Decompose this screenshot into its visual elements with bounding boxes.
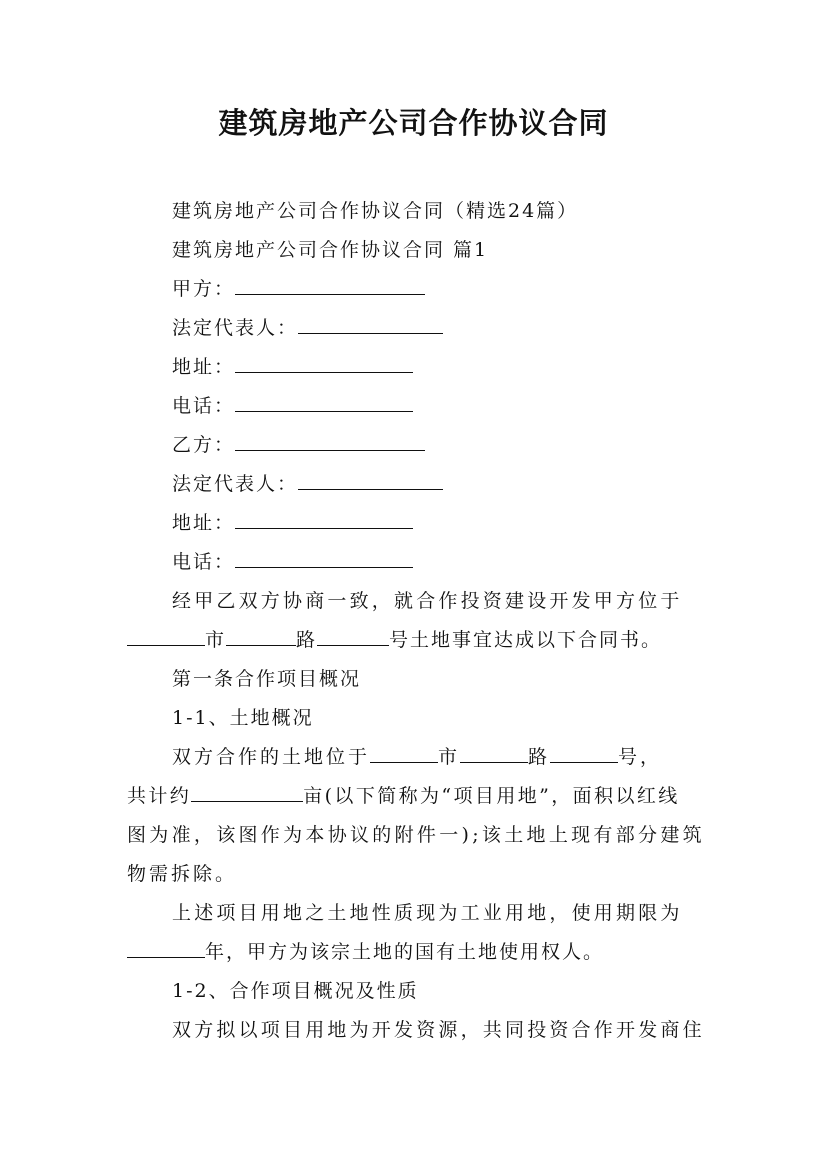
party-a-rep-field [172,315,443,341]
party-b-phone-field [172,549,413,575]
party-b-address-field [172,510,413,536]
p1-road-blank [460,744,528,763]
article-1-heading: 第一条合作项目概况 [172,668,362,690]
p1-city-label: 市 [438,746,461,768]
p1-line1-text: 双方合作的土地位于 [172,746,371,768]
party-a-blank [235,276,425,295]
p1-number-label: 号， [618,746,663,768]
paragraph-1-line-1 [172,744,662,770]
paragraph-1-line-3: 图为准，该图作为本协议的附件一);该土地上现有部分建筑 [127,824,705,846]
party-b-rep-label: 法定代表人： [172,473,299,495]
party-a-phone-blank [235,393,413,412]
party-b-rep-field [172,471,443,497]
party-a-address-blank [235,354,413,373]
road-blank [226,627,296,646]
paragraph-2-line-1: 上述项目用地之土地性质现为工业用地，使用期限为 [172,902,683,924]
party-a-field [172,276,425,302]
intro-line-2 [127,627,662,653]
party-b-phone-blank [235,549,413,568]
party-b-address-blank [235,510,413,529]
clause-1-1-heading: 1-1、土地概况 [172,707,314,729]
party-a-phone-label: 电话： [172,395,236,417]
party-b-label: 乙方： [172,434,236,456]
paragraph-1-line-4: 物需拆除。 [127,863,238,885]
party-b-blank [235,432,425,451]
document-subtitle: 建筑房地产公司合作协议合同（精选24篇） [172,200,579,222]
party-b-field [172,432,425,458]
party-b-rep-blank [298,471,443,490]
party-a-address-field [172,354,413,380]
paragraph-3-line-1: 双方拟以项目用地为开发资源，共同投资合作开发商住 [172,1019,705,1041]
intro-line-2-text: 号土地事宜达成以下合同书。 [389,629,663,651]
city-label: 市 [205,629,227,651]
p2-line2-text: 年，甲方为该宗土地的国有土地使用权人。 [205,941,605,963]
paragraph-1-line-2 [127,783,680,809]
years-blank [127,939,205,958]
party-b-phone-label: 电话： [172,551,236,573]
road-label: 路 [296,629,318,651]
city-blank [127,627,205,646]
area-blank [191,783,303,802]
party-a-label: 甲方： [172,278,236,300]
party-a-address-label: 地址： [172,356,236,378]
document-title: 建筑房地产公司合作协议合同 [218,106,609,140]
party-a-rep-blank [298,315,443,334]
clause-1-2-heading: 1-2、合作项目概况及性质 [172,980,419,1002]
p1-line2-suffix: 亩(以下简称为“项目用地”，面积以红线 [303,785,680,807]
p1-city-blank [370,744,438,763]
number-blank [317,627,389,646]
p1-number-blank [550,744,618,763]
party-a-phone-field [172,393,413,419]
section-heading: 建筑房地产公司合作协议合同 篇1 [172,239,489,261]
party-b-address-label: 地址： [172,512,236,534]
p1-line2-prefix: 共计约 [127,785,192,807]
intro-line-1: 经甲乙双方协商一致，就合作投资建设开发甲方位于 [172,590,683,612]
p1-road-label: 路 [528,746,551,768]
paragraph-2-line-2 [127,939,604,965]
party-a-rep-label: 法定代表人： [172,317,299,339]
